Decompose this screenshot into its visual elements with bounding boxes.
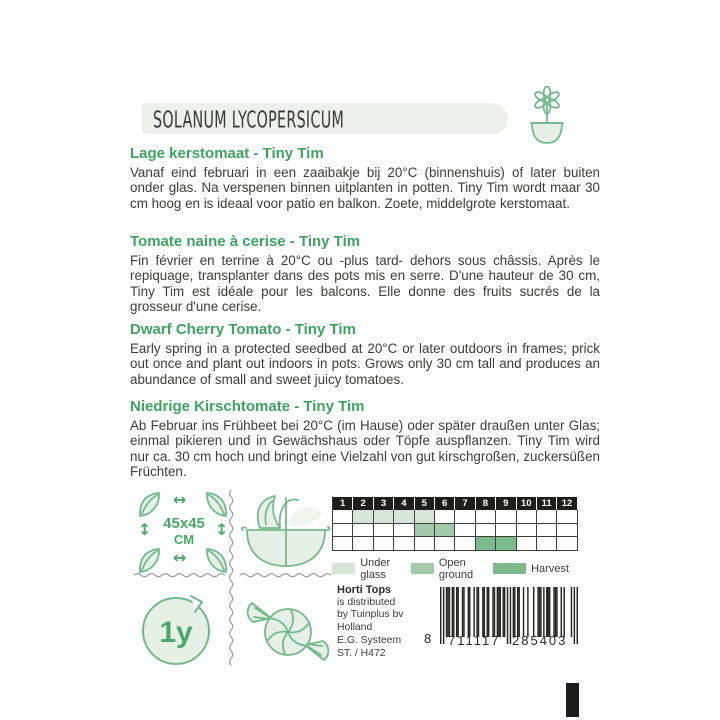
calendar-month-header: 6: [435, 497, 455, 510]
barcode-digits: 285403: [512, 633, 568, 648]
distributor-info: [337, 584, 427, 660]
distributor-line: Holland: [337, 622, 373, 634]
calendar-cell: [394, 510, 414, 524]
leaf-icon: [203, 490, 230, 519]
calendar-grid: [332, 496, 578, 551]
calendar-cell: [517, 510, 537, 524]
calendar-cell: [496, 510, 516, 524]
calendar-cell: [476, 537, 496, 551]
calendar-cell: [415, 510, 435, 524]
calendar-cell: [537, 510, 557, 524]
calendar-month-header: 4: [394, 497, 414, 510]
calendar-cell: [333, 510, 353, 524]
plant-spacing-icon: [136, 489, 232, 577]
calendar-cell: [353, 510, 373, 524]
calendar-cell: [455, 537, 475, 551]
variety-heading-en: Dwarf Cherry Tomato - Tiny Tim: [130, 321, 356, 338]
legend-item: [332, 557, 402, 581]
barcode-digits: 711117: [448, 633, 501, 648]
viability-label: 1y: [159, 616, 193, 649]
description-en: [130, 321, 600, 387]
leaf-icon: [203, 546, 230, 575]
sowing-calendar: [332, 496, 578, 581]
calendar-cell: [476, 510, 496, 524]
calendar-month-header: 9: [496, 497, 516, 510]
legend-label: Under glass: [360, 556, 391, 581]
calendar-cell: [557, 510, 577, 524]
description-fr: [130, 233, 600, 314]
calendar-cell: [333, 524, 353, 538]
description-text-en: Early spring in a protected seedbed at 20°C or later outdoors in frames; prick out once and plant out indoors in pots. Grows only 30 cm tall and produces an abundance of small and sweet juicy tomatoes.: [130, 341, 600, 387]
calendar-cell: [496, 537, 516, 551]
calendar-cell: [517, 524, 537, 538]
calendar-month-header: 8: [476, 497, 496, 510]
spacing-unit: CM: [173, 532, 195, 547]
brand-name: Horti Tops: [337, 584, 392, 596]
calendar-cell: [455, 524, 475, 538]
calendar-cell: [394, 524, 414, 538]
description-text-de: Ab Februar ins Frühbeet bei 20°C (im Hause) oder später draußen unter Glas; einmal pikieren und in Gewächshaus oder Töpfe auspflanzen. Tiny Tim wird nur ca. 30 cm hoch und bringt eine Vielzahl von gut kirschgroßen, zuckersüßen Früchten.: [130, 418, 600, 479]
calendar-month-header: 12: [557, 497, 577, 510]
legend-item: [411, 557, 485, 581]
botanical-name-band: [142, 103, 508, 134]
distributor-line: by Tuinplus bv: [337, 609, 404, 621]
calendar-month-header: 11: [537, 497, 557, 510]
ean13-barcode: [424, 587, 578, 659]
horizontal-divider: [240, 572, 332, 580]
calendar-cell: [537, 524, 557, 538]
legend-swatch: [493, 563, 526, 574]
calendar-cell: [537, 537, 557, 551]
calendar-cell: [333, 537, 353, 551]
calendar-cell: [435, 524, 455, 538]
calendar-cell: [353, 537, 373, 551]
calendar-cell: [394, 537, 414, 551]
calendar-cell: [374, 510, 394, 524]
horizontal-arrow-icon: ↔: [173, 490, 187, 509]
calendar-month-header: 3: [374, 497, 394, 510]
calendar-cell: [476, 524, 496, 538]
print-registration-mark: [566, 683, 579, 717]
variety-heading-nl: Lage kerstomaat - Tiny Tim: [130, 145, 324, 162]
calendar-cell: [374, 537, 394, 551]
legend-item: [493, 563, 569, 575]
calendar-cell: [557, 537, 577, 551]
description-text-nl: Vanaf eind februari in een zaaibakje bij 20°C (binnenshuis) of later buiten onder glas. Na verspenen binnen uitplanten in potten. Tiny Tim wordt maar 30 cm hoog en is ideaal voor patio en balkon. Zoete, middelgrote kerstomaat.: [130, 165, 600, 211]
distributor-line: is distributed: [337, 596, 396, 608]
calendar-cell: [435, 510, 455, 524]
calendar-cell: [517, 537, 537, 551]
description-de: [130, 398, 600, 479]
calendar-month-header: 1: [333, 497, 353, 510]
barcode-digit: 8: [424, 631, 432, 646]
one-year-cycle-icon: [136, 591, 216, 669]
variety-heading-fr: Tomate naine à cerise - Tiny Tim: [130, 233, 361, 250]
calendar-cell: [455, 510, 475, 524]
variety-heading-de: Niedrige Kirschtomate - Tiny Tim: [130, 398, 365, 415]
description-nl: [130, 145, 600, 211]
calendar-month-header: 2: [353, 497, 373, 510]
calendar-legend: [332, 557, 578, 581]
vertical-arrow-icon: ↕: [138, 520, 152, 539]
calendar-cell: [374, 524, 394, 538]
calendar-cell: [557, 524, 577, 538]
leaf-icon: [136, 546, 163, 575]
spacing-value: 45x45: [163, 515, 205, 532]
calendar-cell: [435, 537, 455, 551]
calendar-month-header: 10: [517, 497, 537, 510]
salad-bowl-icon: [240, 488, 332, 576]
calendar-cell: [415, 537, 435, 551]
legend-label: Harvest: [531, 562, 569, 575]
horizontal-arrow-icon: ↔: [173, 548, 187, 567]
candy-icon: [242, 592, 334, 674]
horizontal-divider: [134, 572, 228, 580]
distributor-line: ST. / H472: [337, 647, 386, 659]
leaf-icon: [136, 490, 163, 519]
flower-pot-icon: [520, 86, 574, 146]
distributor-line: E.G. Systeem: [337, 634, 402, 646]
legend-swatch: [332, 563, 355, 574]
legend-label: Open ground: [438, 556, 474, 581]
calendar-month-header: 7: [455, 497, 475, 510]
calendar-cell: [415, 524, 435, 538]
vertical-divider: [228, 490, 236, 668]
calendar-cell: [496, 524, 516, 538]
description-text-fr: Fin février en terrine à 20°C ou -plus tard- dehors sous châssis. Après le repiquage, transplanter dans des pots mis en serre. D'une hauteur de 30 cm, Tiny Tim est idéale pour les balcons. Elle donne des fruits sucrés de la grosseur d'une cerise.: [130, 253, 600, 314]
legend-swatch: [411, 563, 434, 574]
vertical-arrow-icon: ↕: [215, 520, 229, 539]
botanical-name: SOLANUM LYCOPERSICUM: [153, 107, 345, 134]
calendar-cell: [353, 524, 373, 538]
calendar-month-header: 5: [415, 497, 435, 510]
